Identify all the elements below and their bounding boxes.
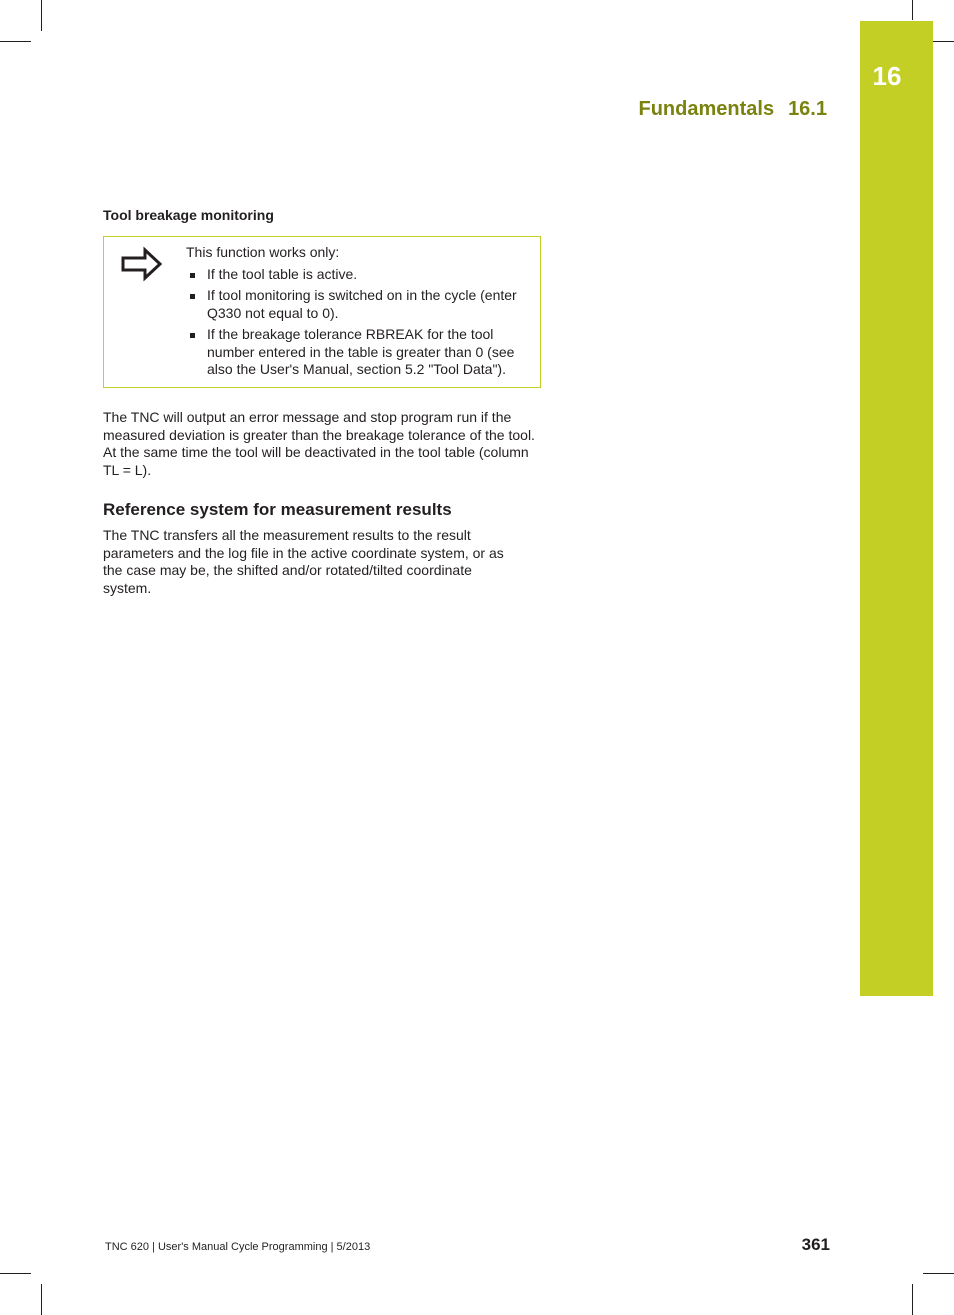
- running-head-section: 16.1: [788, 98, 827, 120]
- footer-text: TNC 620 | User's Manual Cycle Programming | 5/2013: [105, 1241, 371, 1253]
- crop-mark: [912, 0, 913, 20]
- crop-mark: [41, 0, 42, 31]
- crop-mark: [0, 1273, 31, 1274]
- page-number: 361: [801, 1235, 830, 1254]
- note-content: [186, 244, 536, 383]
- crop-mark: [923, 1273, 954, 1274]
- crop-mark: [912, 1284, 913, 1315]
- list-item: If the breakage tolerance RBREAK for the tool number entered in the table is greater than 0 (see also the User's Manual, section 5.2 "Tool Data").: [186, 326, 536, 379]
- body-paragraph: The TNC transfers all the measurement results to the result parameters and the log file in the active coordinate system, or as the case may be, the shifted and/or rotated/tilted coordinate system.: [103, 527, 504, 596]
- crop-mark: [0, 41, 31, 42]
- note-intro: This function works only:: [186, 244, 340, 260]
- chapter-number: 16: [872, 61, 902, 91]
- bullet-icon: [190, 333, 195, 338]
- running-head: [638, 98, 827, 121]
- list-item: If the tool table is active.: [186, 266, 536, 284]
- list-item: If tool monitoring is switched on in the cycle (enter Q330 not equal to 0).: [186, 287, 536, 322]
- section-heading: Reference system for measurement results: [103, 500, 452, 519]
- note-list: [186, 266, 536, 379]
- bullet-icon: [190, 273, 195, 278]
- crop-mark: [41, 1284, 42, 1315]
- running-head-title: Fundamentals: [638, 98, 775, 120]
- arrow-right-icon: [120, 245, 164, 288]
- bullet-icon: [190, 294, 195, 299]
- note-box: [103, 236, 541, 388]
- chapter-tab: [860, 21, 933, 996]
- subhead: Tool breakage monitoring: [103, 207, 274, 223]
- body-paragraph: The TNC will output an error message and stop program run if the measured deviation is greater than the breakage tolerance of the tool. At the same time the tool will be deactivated in the tool table (column TL = L).: [103, 409, 535, 478]
